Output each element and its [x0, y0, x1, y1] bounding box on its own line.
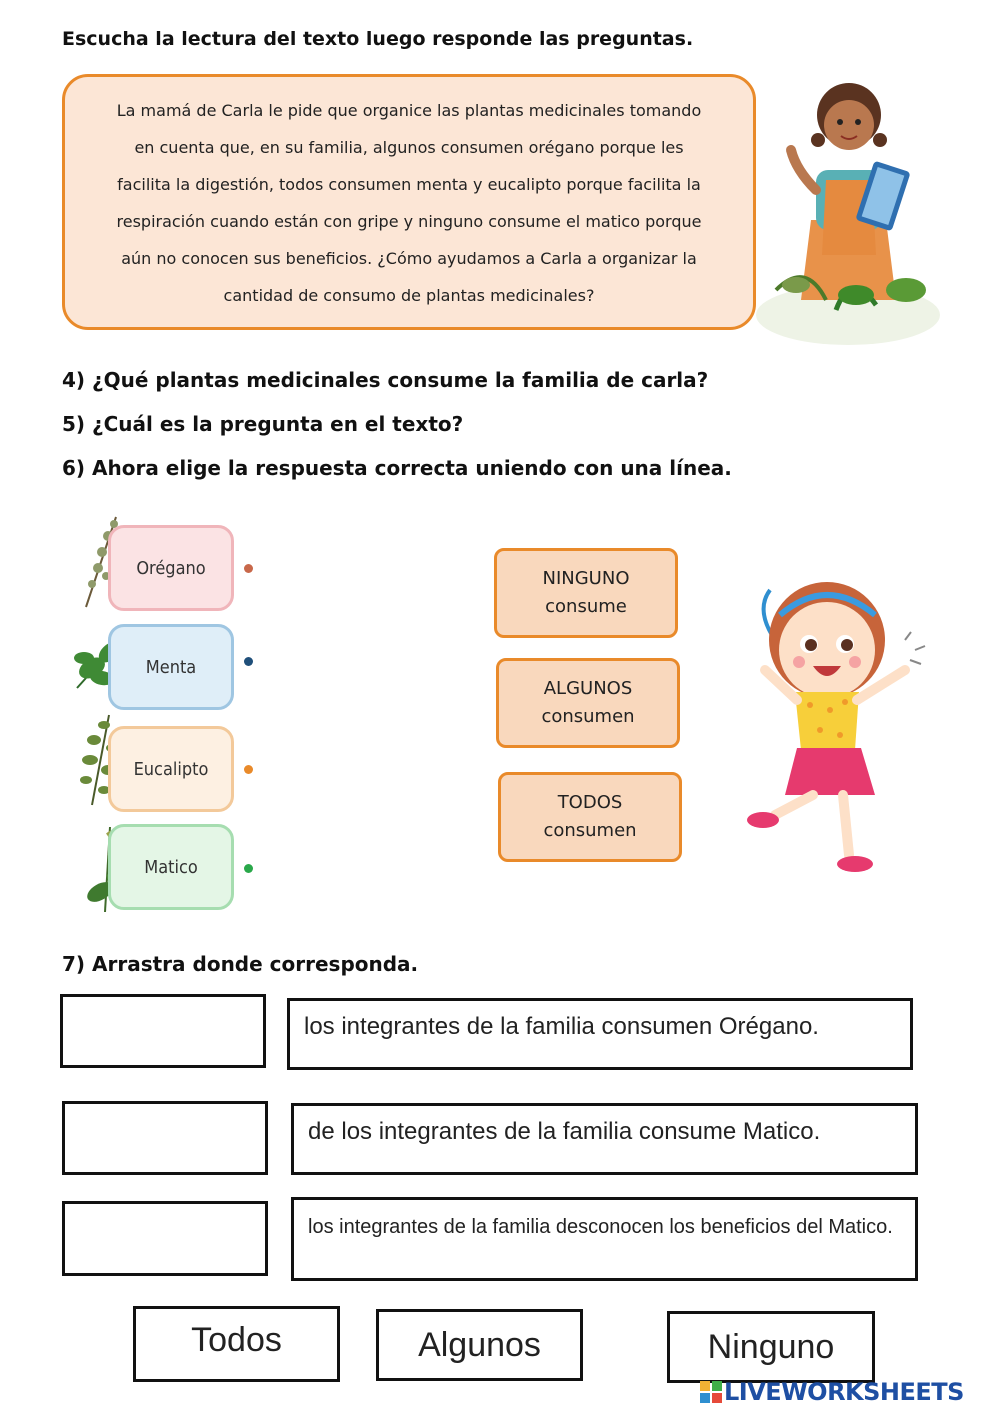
liveworksheets-watermark	[700, 1378, 964, 1406]
choice-line: consume	[545, 596, 627, 617]
drop-target-3[interactable]	[62, 1201, 268, 1276]
story-line: La mamá de Carla le pide que organice las plantas medicinales tomando	[116, 101, 702, 120]
plant-label: Eucalipto	[133, 758, 209, 780]
drop-target-2[interactable]	[62, 1101, 268, 1175]
story-box	[62, 74, 756, 330]
draggable-word-algunos[interactable]	[376, 1309, 583, 1381]
story-line: aún no conocen sus beneficios. ¿Cómo ayudamos a Carla a organizar la	[121, 249, 697, 268]
word-label: Todos	[191, 1320, 282, 1359]
plant-card-eucalipto	[108, 726, 234, 812]
choice-line: consumen	[541, 706, 635, 727]
plant-label: Matico	[144, 856, 198, 878]
liveworksheets-logo-icon	[700, 1381, 722, 1403]
match-dot-eucalipto[interactable]	[244, 765, 253, 774]
choice-algunos-consumen[interactable]	[496, 658, 680, 748]
question-5: 5) ¿Cuál es la pregunta en el texto?	[62, 412, 464, 436]
plant-card-matico	[108, 824, 234, 910]
word-label: Algunos	[418, 1325, 541, 1364]
plant-label: Menta	[145, 656, 197, 678]
girl-with-notepad-illustration	[756, 70, 941, 350]
match-dot-matico[interactable]	[244, 864, 253, 873]
choice-line: NINGUNO	[542, 568, 630, 589]
drop-target-1[interactable]	[60, 994, 266, 1068]
story-line: cantidad de consumo de plantas medicinales?	[223, 286, 595, 305]
story-line: en cuenta que, en su familia, algunos consumen orégano porque les	[134, 138, 684, 157]
draggable-word-todos[interactable]	[133, 1306, 340, 1382]
sentence-box-3	[291, 1197, 918, 1281]
choice-line: consumen	[543, 820, 637, 841]
choice-ninguno-consume[interactable]	[494, 548, 678, 638]
watermark-text: LIVEWORKSHEETS	[724, 1378, 964, 1406]
instruction-heading: Escucha la lectura del texto luego responde las preguntas.	[62, 28, 694, 50]
plant-card-oregano	[108, 525, 234, 611]
sentence-box-2	[291, 1103, 918, 1175]
choice-todos-consumen[interactable]	[498, 772, 682, 862]
sentence-text: los integrantes de la familia consumen Orégano.	[304, 1013, 819, 1040]
plant-label: Orégano	[136, 557, 206, 579]
choice-line: ALGUNOS	[543, 678, 633, 699]
question-6: 6) Ahora elige la respuesta correcta uniendo con una línea.	[62, 456, 732, 480]
match-dot-menta[interactable]	[244, 657, 253, 666]
question-4: 4) ¿Qué plantas medicinales consume la familia de carla?	[62, 368, 709, 392]
draggable-word-ninguno[interactable]	[667, 1311, 875, 1383]
question-7: 7) Arrastra donde corresponda.	[62, 952, 419, 976]
story-line: facilita la digestión, todos consumen menta y eucalipto porque facilita la	[117, 175, 701, 194]
story-line: respiración cuando están con gripe y ninguno consume el matico porque	[116, 212, 702, 231]
sentence-box-1	[287, 998, 913, 1070]
choice-line: TODOS	[557, 792, 623, 813]
sentence-text: de los integrantes de la familia consume Matico.	[308, 1118, 821, 1145]
match-dot-oregano[interactable]	[244, 564, 253, 573]
plant-card-menta	[108, 624, 234, 710]
word-label: Ninguno	[707, 1327, 835, 1366]
cheering-girl-illustration	[735, 570, 935, 880]
sentence-text: los integrantes de la familia desconocen los beneficios del Matico.	[308, 1216, 893, 1238]
